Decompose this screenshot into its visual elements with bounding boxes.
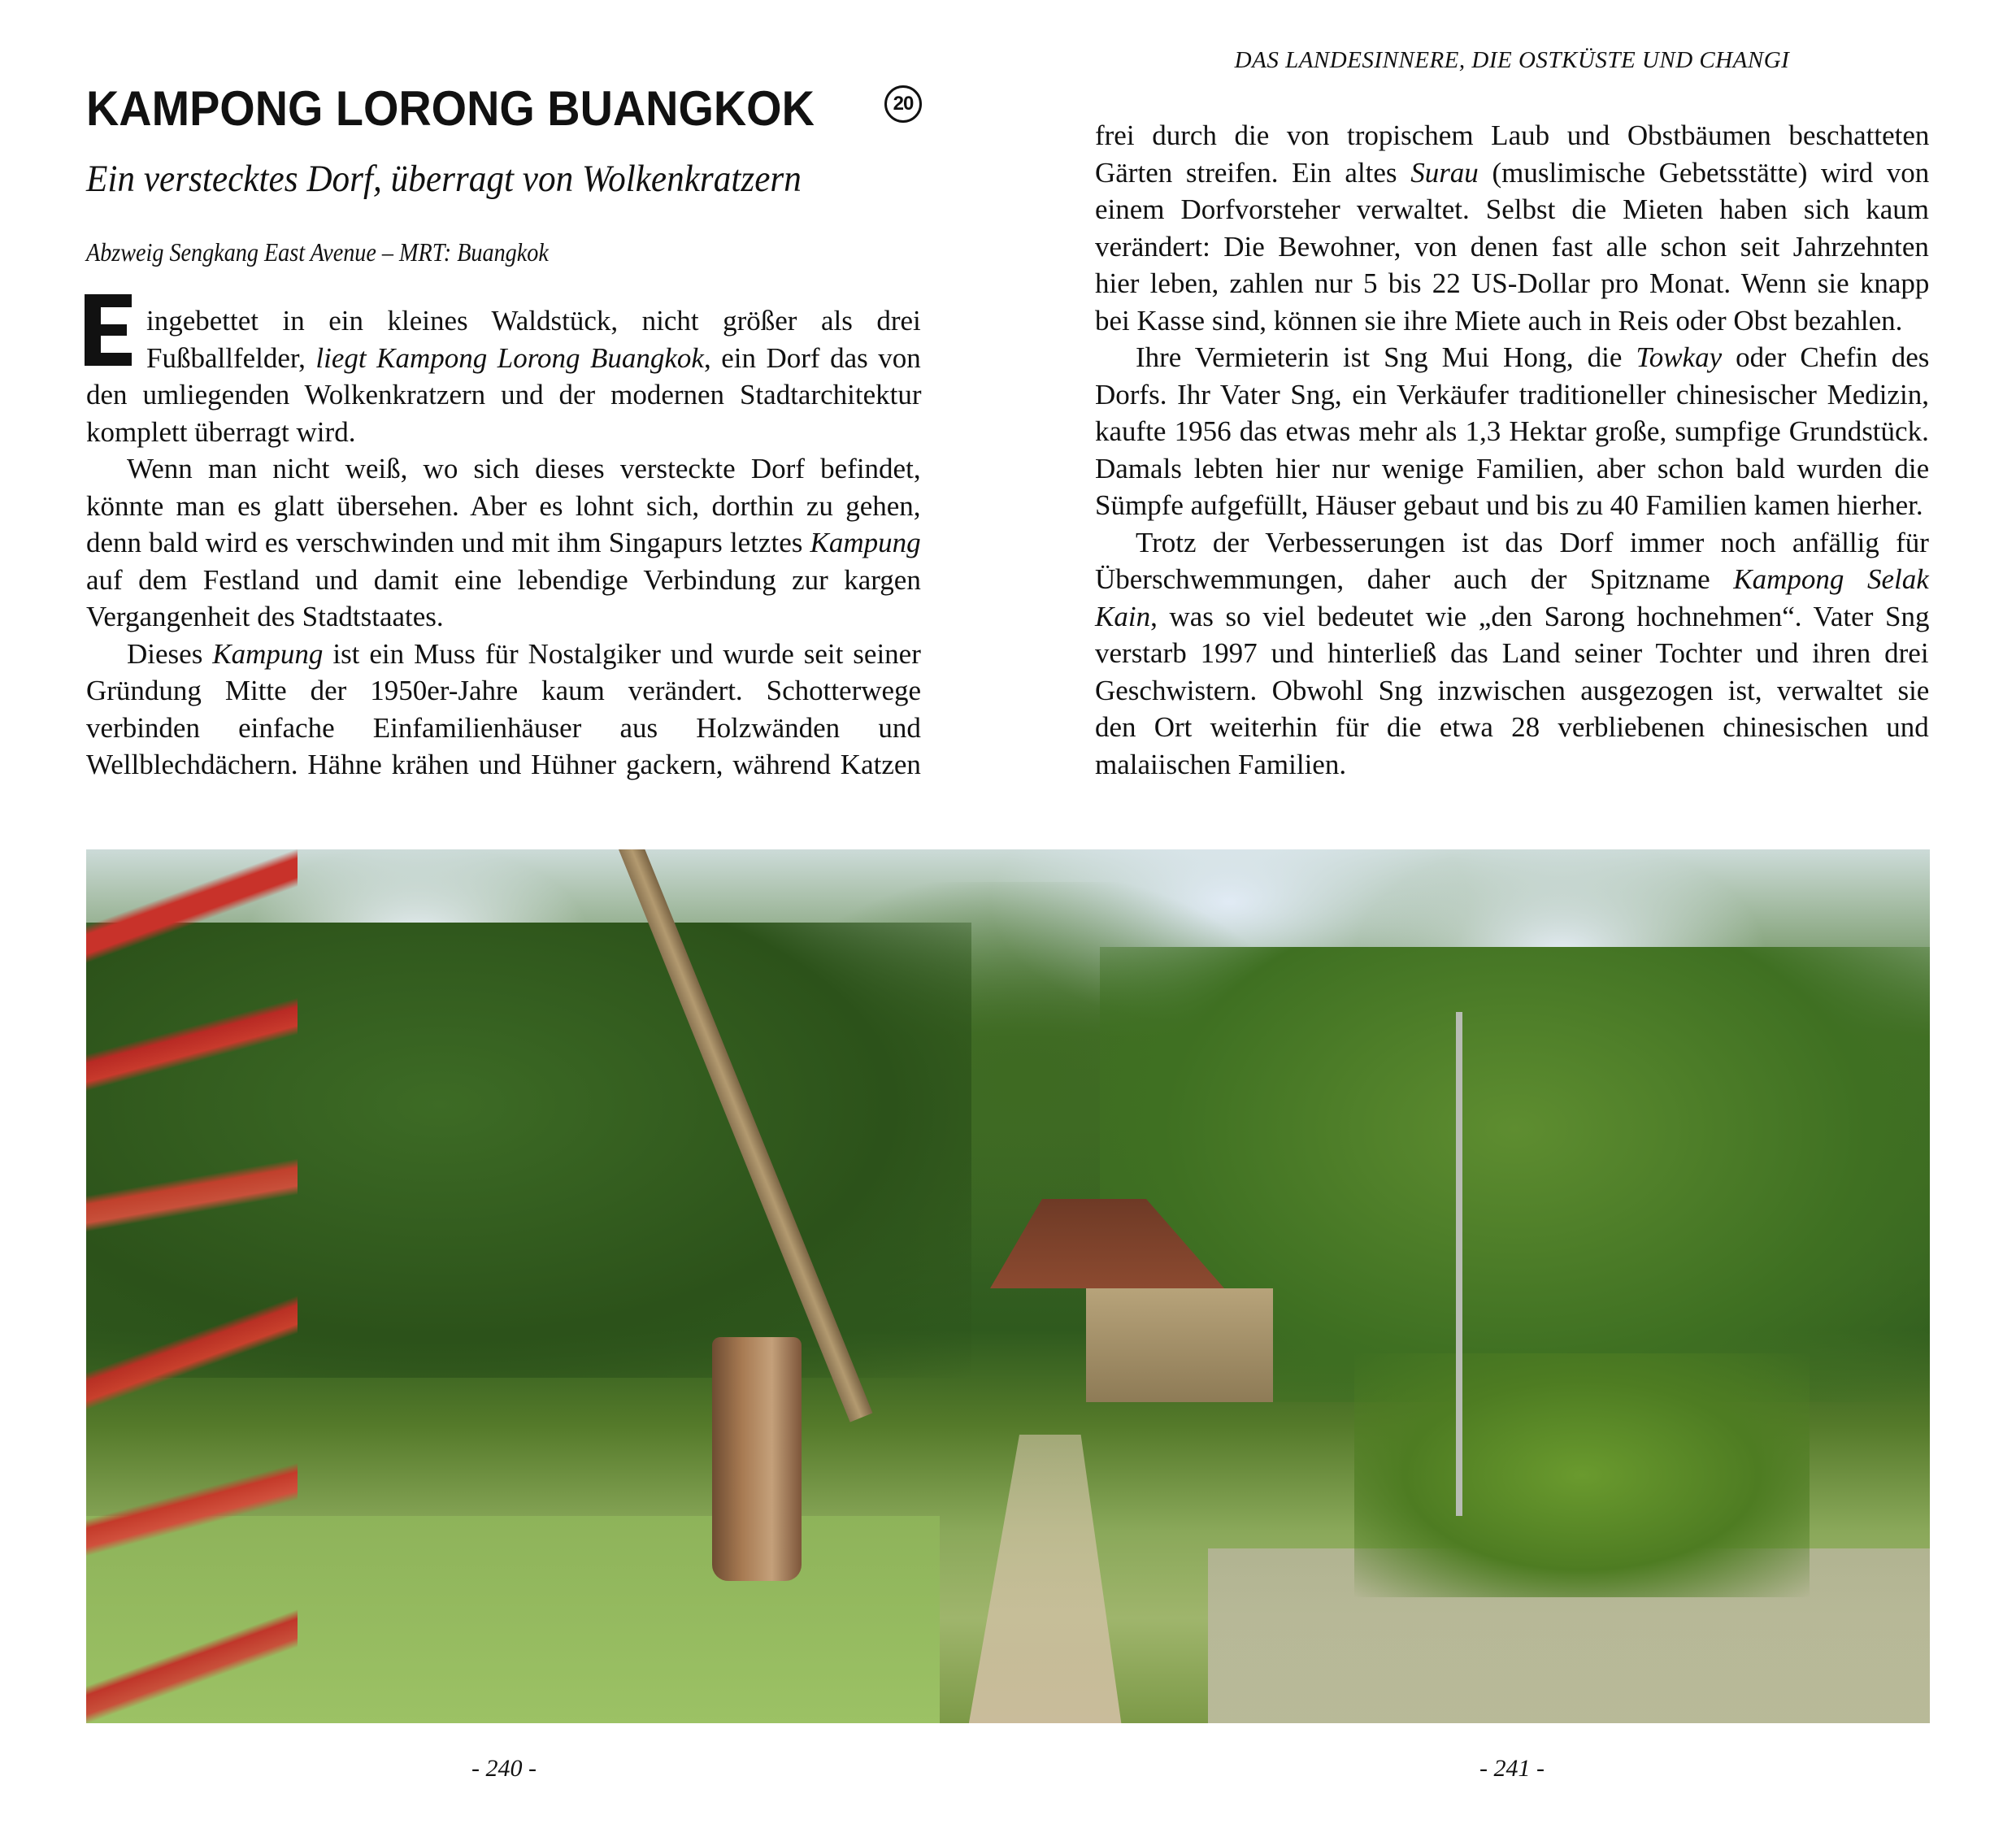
location-line: Abzweig Sengkang East Avenue – MRT: Buangkok <box>86 237 549 267</box>
text-line <box>1095 228 1929 266</box>
text-line <box>86 636 921 673</box>
text-line <box>1095 302 1929 340</box>
text-span: auf dem Festland und damit eine lebendige Verbindung zur kargen <box>86 563 921 596</box>
text-span: den umliegenden Wolkenkratzern und der modernen Stadtarchitektur <box>86 379 922 410</box>
text-span: oder Chefin des <box>1722 341 1930 373</box>
text-line <box>86 340 921 377</box>
page-number-right: - 241 - <box>1479 1755 1545 1782</box>
italic-term: liegt Kampong Lorong Buangkok <box>315 341 704 374</box>
text-span: verändert: Die Bewohner, von denen fast alle schon seit Jahrzehnten <box>1095 230 1929 263</box>
text-span: verbinden einfache Einfamilienhäuser aus Holzwänden und <box>86 711 921 744</box>
text-span: Wenn man nicht weiß, wo sich dieses versteckte Dorf befindet, <box>127 453 921 484</box>
kampong-photo <box>86 849 1930 1723</box>
text-line <box>86 562 921 599</box>
number-badge <box>884 85 922 123</box>
text-span: kaufte 1956 das etwas mehr als 1,3 Hektar große, sumpfige Grundstück. <box>1095 415 1929 447</box>
text-span: Gärten streifen. Ein altes <box>1095 156 1411 189</box>
italic-term: Kampong Selak <box>1733 563 1929 595</box>
text-line <box>86 672 921 710</box>
italic-term: Kampung <box>212 637 324 670</box>
text-span: den Ort weiterhin für die etwa 28 verbliebenen chinesischen und <box>1095 711 1929 743</box>
right-text-column <box>1095 117 1929 783</box>
text-line <box>1095 191 1929 228</box>
article-title: KAMPONG LORONG BUANGKOK <box>86 81 815 136</box>
running-head: DAS LANDESINNERE, DIE OSTKÜSTE UND CHANGI <box>1234 47 1790 73</box>
number-badge-text: 20 <box>893 93 914 115</box>
text-span: bei Kasse sind, können sie ihre Miete auch in Reis oder Obst bezahlen. <box>1095 304 1903 337</box>
text-line <box>86 710 921 747</box>
photo-shrubs <box>1354 1353 1810 1597</box>
text-line <box>1095 376 1929 414</box>
text-line <box>86 376 921 414</box>
text-line <box>1095 635 1929 672</box>
text-span: verstarb 1997 und hinterließ das Land seiner Tochter und ihren drei <box>1095 637 1929 669</box>
text-span: frei durch die von tropischem Laub und Obstbäumen beschatteten <box>1095 119 1930 151</box>
text-span: einem Dorfvorsteher verwaltet. Selbst die Mieten haben sich kaum <box>1095 193 1929 225</box>
text-span: könnte man es glatt übersehen. Aber es lohnt sich, dorthin zu gehen, <box>86 489 921 522</box>
photo-lamp-post <box>1456 1012 1462 1516</box>
text-span: Damals lebten hier nur wenige Familien, aber schon bald wurden die <box>1095 452 1930 484</box>
photo-red-leaves <box>86 849 298 1723</box>
text-line <box>1095 117 1929 154</box>
text-span: Geschwistern. Obwohl Sng inzwischen ausgezogen ist, verwaltet sie <box>1095 674 1930 706</box>
text-span: denn bald wird es verschwinden und mit ihm Singapurs letztes <box>86 527 810 558</box>
text-line <box>1095 561 1929 598</box>
text-line <box>86 450 921 488</box>
text-span: , was so viel bedeutet wie „den Sarong hochnehmen“. Vater Sng <box>1150 600 1930 632</box>
text-span: hier leben, zahlen nur 5 bis 22 US-Dollar pro Monat. Wenn sie knapp <box>1095 267 1930 299</box>
text-line <box>86 746 921 784</box>
text-line <box>1095 672 1929 710</box>
text-span: ist ein Muss für Nostalgiker und wurde seit seiner <box>323 637 921 670</box>
text-line <box>86 302 921 340</box>
text-line <box>1095 709 1929 746</box>
text-span: Wellblechdächern. Hähne krähen und Hühner gackern, während Katzen <box>86 749 921 780</box>
text-line <box>1095 265 1929 302</box>
text-span: Überschwemmungen, daher auch der Spitzname <box>1095 563 1734 595</box>
text-line <box>86 488 921 525</box>
text-line <box>86 524 921 562</box>
text-span: Fußballfelder, <box>146 341 316 374</box>
text-line <box>86 598 921 636</box>
text-line <box>1095 450 1929 488</box>
text-line <box>1095 487 1929 524</box>
text-span: Dorfs. Ihr Vater Sng, ein Verkäufer traditioneller chinesischer Medizin, <box>1095 378 1929 410</box>
text-span: (muslimische Gebetsstätte) wird von <box>1478 156 1930 189</box>
text-span: Trotz der Verbesserungen ist das Dorf immer noch anfällig für <box>1136 526 1929 558</box>
text-span: Ihre Vermieterin ist Sng Mui Hong, die <box>1136 341 1636 373</box>
text-span: malaiischen Familien. <box>1095 748 1347 780</box>
text-line <box>1095 154 1929 192</box>
italic-term: Kain <box>1095 600 1151 632</box>
photo-tree-stump <box>712 1337 802 1581</box>
text-span: Gründung Mitte der 1950er-Jahre kaum verändert. Schotterwege <box>86 675 922 706</box>
text-span: Sümpfe aufgefüllt, Häuser gebaut und bis zu 40 Familien kamen hierher. <box>1095 489 1923 521</box>
text-span: komplett überragt wird. <box>86 415 356 448</box>
page-number-left: - 240 - <box>471 1755 537 1782</box>
photo-house <box>1086 1288 1273 1402</box>
text-line <box>1095 413 1929 450</box>
text-line <box>1095 598 1929 636</box>
text-line <box>1095 524 1929 562</box>
left-text-column <box>86 302 921 784</box>
text-line <box>1095 746 1929 784</box>
italic-term: Towkay <box>1636 341 1723 373</box>
text-line <box>1095 339 1929 376</box>
italic-term: Surau <box>1410 156 1479 189</box>
text-line <box>86 414 921 451</box>
text-span: ingebettet in ein kleines Waldstück, nicht größer als drei <box>146 305 921 337</box>
text-span: , ein Dorf das von <box>703 341 921 374</box>
article-subtitle: Ein verstecktes Dorf, überragt von Wolkenkratzern <box>86 158 802 200</box>
italic-term: Kampung <box>810 527 921 558</box>
text-span: Dieses <box>127 637 213 670</box>
text-span: Vergangenheit des Stadtstaates. <box>86 601 444 632</box>
